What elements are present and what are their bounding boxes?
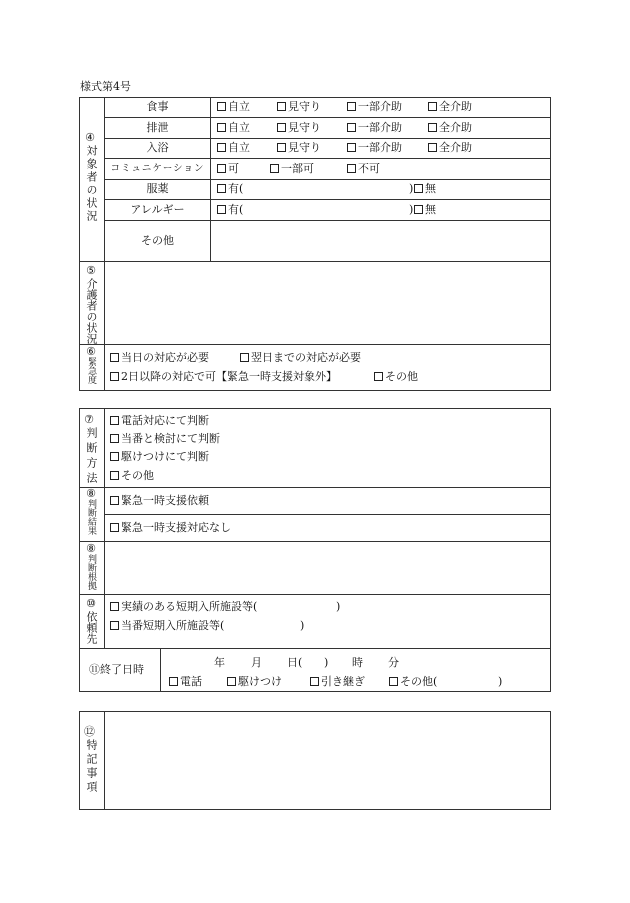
row-label-allergy: アレルギー: [130, 203, 185, 216]
section7-title: ⑦判断方法: [84, 413, 98, 487]
toilet-watch-checkbox[interactable]: 見守り: [277, 121, 321, 135]
row-label-meal: 食事: [146, 100, 169, 113]
end-minute-unit: 分: [388, 656, 399, 669]
method-consult-checkbox[interactable]: 当番と検討にて判断: [110, 432, 220, 446]
bath-independent-checkbox[interactable]: 自立: [217, 141, 250, 155]
meal-full-checkbox[interactable]: 全介助: [428, 100, 472, 114]
bath-partial-checkbox[interactable]: 一部介助: [347, 141, 402, 155]
toilet-partial-checkbox[interactable]: 一部介助: [347, 121, 402, 135]
end-year-unit: 年: [214, 656, 225, 669]
end-hour-unit: 時: [352, 656, 363, 669]
method-other-checkbox[interactable]: その他: [110, 469, 154, 483]
section11-title: ⑪終了日時: [89, 663, 144, 676]
allergy-close-paren: ): [409, 203, 414, 216]
section8a-title: ⑧判断結果: [86, 487, 96, 535]
special-notes-field[interactable]: [105, 712, 550, 809]
end-phone-checkbox[interactable]: 電話: [169, 675, 202, 689]
row-label-toilet: 排泄: [146, 121, 169, 134]
end-day-unit: 日(: [287, 656, 303, 669]
medication-close-paren: ): [409, 182, 414, 195]
section8b-title: ⑧判断根拠: [86, 542, 96, 590]
result-none-checkbox[interactable]: 緊急一時支援対応なし: [110, 521, 231, 535]
result-request-checkbox[interactable]: 緊急一時支援依頼: [110, 494, 209, 508]
row-label-communication: コミュニケーション: [110, 163, 205, 174]
other-notes-field[interactable]: [211, 221, 550, 260]
urgency-sameday-checkbox[interactable]: 当日の対応が必要: [110, 351, 209, 365]
urgency-nextday-checkbox[interactable]: 翌日までの対応が必要: [240, 351, 361, 365]
toilet-full-checkbox[interactable]: 全介助: [428, 121, 472, 135]
request-duty-close: ): [300, 619, 305, 632]
meal-partial-checkbox[interactable]: 一部介助: [347, 100, 402, 114]
row-label-bath: 入浴: [146, 141, 169, 154]
method-phone-checkbox[interactable]: 電話対応にて判断: [110, 414, 209, 428]
toilet-independent-checkbox[interactable]: 自立: [217, 121, 250, 135]
caregiver-status-field[interactable]: [105, 262, 550, 343]
method-visit-checkbox[interactable]: 駆けつけにて判断: [110, 450, 209, 464]
urgency-later-checkbox[interactable]: 2日以降の対応で可【緊急一時支援対象外】: [110, 370, 337, 384]
comm-yes-checkbox[interactable]: 可: [217, 162, 239, 176]
section4-title: ④対象者の状況: [85, 131, 98, 223]
form-number: 様式第4号: [80, 80, 131, 93]
request-duty-facility-checkbox[interactable]: 当番短期入所施設等(: [110, 619, 224, 633]
end-other-checkbox[interactable]: その他(: [389, 675, 437, 689]
bath-full-checkbox[interactable]: 全介助: [428, 141, 472, 155]
section10-title: ⑩依頼先: [85, 597, 98, 644]
section12-title: ⑫特記事項: [84, 725, 98, 795]
meal-watch-checkbox[interactable]: 見守り: [277, 100, 321, 114]
row-label-medication: 服薬: [146, 182, 169, 195]
medication-no-checkbox[interactable]: 無: [414, 182, 436, 196]
request-proven-facility-checkbox[interactable]: 実績のある短期入所施設等(: [110, 600, 257, 614]
end-other-close: ): [498, 675, 503, 688]
end-visit-checkbox[interactable]: 駆けつけ: [227, 675, 282, 689]
allergy-yes-checkbox[interactable]: 有(: [217, 203, 243, 217]
urgency-other-checkbox[interactable]: その他: [374, 370, 418, 384]
comm-partial-checkbox[interactable]: 一部可: [270, 162, 314, 176]
meal-independent-checkbox[interactable]: 自立: [217, 100, 250, 114]
judgment-basis-field[interactable]: [105, 542, 550, 593]
row-label-other: その他: [141, 234, 174, 247]
medication-yes-checkbox[interactable]: 有(: [217, 182, 243, 196]
bath-watch-checkbox[interactable]: 見守り: [277, 141, 321, 155]
request-proven-close: ): [336, 600, 341, 613]
end-handover-checkbox[interactable]: 引き継ぎ: [310, 675, 365, 689]
section6-title: ⑥緊急度: [86, 345, 96, 384]
section5-title: ⑤介護者の状況: [85, 264, 98, 344]
allergy-no-checkbox[interactable]: 無: [414, 203, 436, 217]
comm-no-checkbox[interactable]: 不可: [347, 162, 380, 176]
end-weekday-close: ): [324, 656, 329, 669]
end-month-unit: 月: [251, 656, 262, 669]
